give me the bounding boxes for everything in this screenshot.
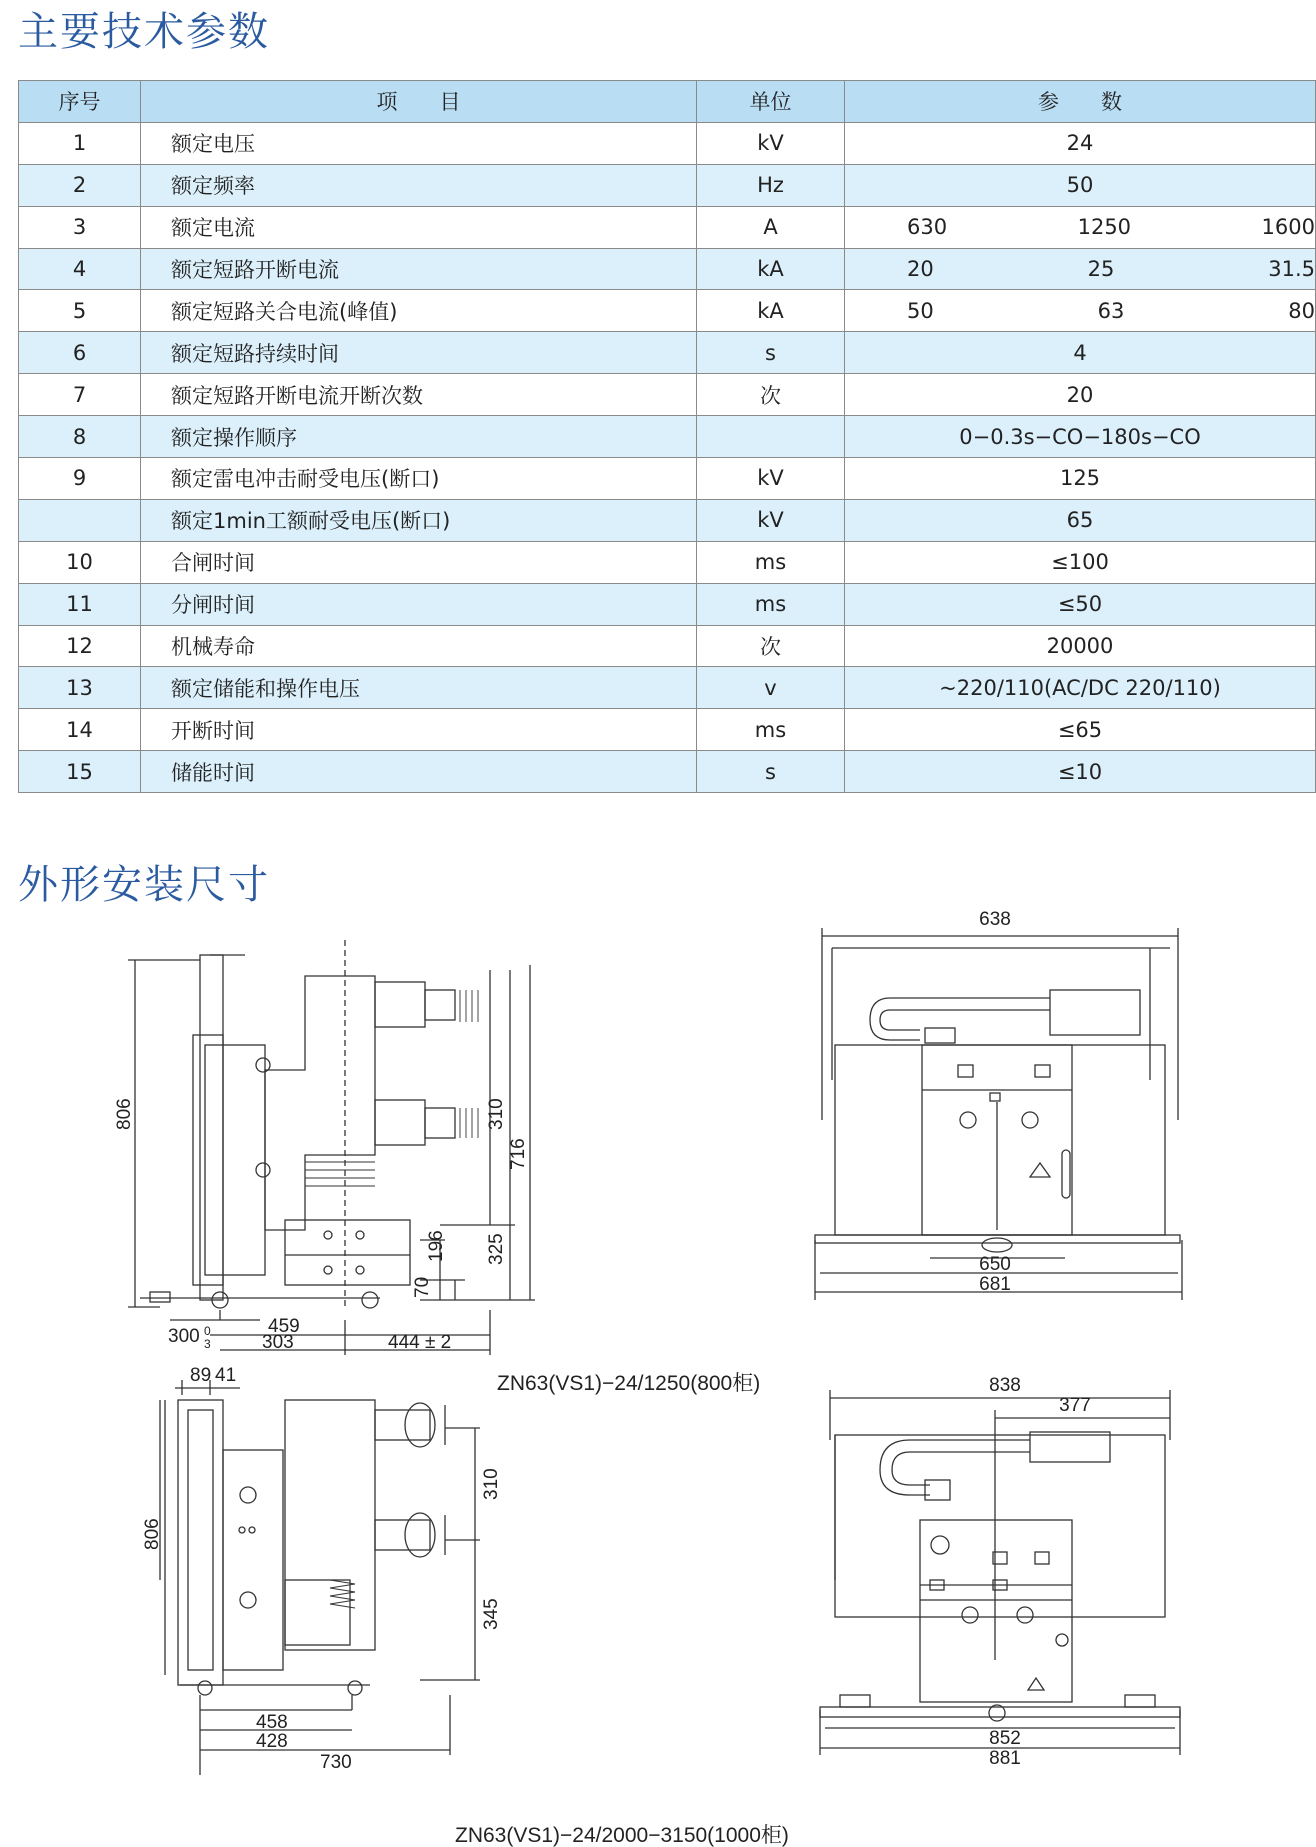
dim-303: 303 [262,1332,294,1353]
dimensions-heading: 外形安装尺寸 [18,862,270,908]
row-value-3: 80 [1288,298,1315,323]
header-value: 参 数 [845,81,1316,123]
dim-638: 638 [979,909,1011,930]
row-unit: kV [697,458,845,500]
dim-310-b: 310 [481,1468,502,1500]
row-value: 65 [845,499,1316,541]
row-item: 额定电流 [141,206,697,248]
dim-325: 325 [486,1233,507,1265]
dim-310-a: 310 [486,1098,507,1130]
row-no: 7 [19,374,141,416]
row-value-1: 50 [907,298,934,323]
dim-730: 730 [320,1752,352,1773]
dim-41: 41 [215,1365,237,1386]
row-item: 额定电压 [141,122,697,164]
dim-838: 838 [989,1375,1021,1396]
dim-716: 716 [508,1138,529,1170]
row-value-3: 31.5 [1268,257,1315,281]
row-value: ≤65 [845,709,1316,751]
table-row [19,458,1316,500]
table-row [19,416,1316,458]
table-row [19,164,1316,206]
row-item: 开断时间 [141,709,697,751]
table-row [19,122,1316,164]
row-value: ~220/110(AC/DC 220/110) [845,667,1316,709]
row-item: 额定短路关合电流(峰值) [141,290,697,332]
row-unit: ms [697,583,845,625]
row-no: 9 [19,458,141,500]
row-unit: ms [697,541,845,583]
dim-0: 0 [204,1324,211,1338]
dim-650: 650 [979,1254,1011,1275]
row-unit: s [697,751,845,793]
front-view-800 [815,928,1182,1300]
row-item: 额定短路开断电流 [141,248,697,290]
dim-444: 444 ± 2 [388,1332,452,1353]
side-view-1000 [160,1380,480,1775]
dim-345: 345 [481,1598,502,1630]
table-header-row [19,81,1316,123]
dim-459: 459 [268,1316,300,1337]
dim-806-b: 806 [142,1518,163,1550]
row-no: 2 [19,164,141,206]
row-unit: Hz [697,164,845,206]
row-no: 1 [19,122,141,164]
dim-377: 377 [1059,1395,1091,1416]
table-row [19,499,1316,541]
row-no: 6 [19,332,141,374]
row-no: 8 [19,416,141,458]
row-unit: kA [697,248,845,290]
row-value: ≤50 [845,583,1316,625]
row-unit: v [697,667,845,709]
table-row [19,625,1316,667]
row-value: 50 [845,164,1316,206]
row-item: 额定频率 [141,164,697,206]
row-unit: ms [697,709,845,751]
row-no: 12 [19,625,141,667]
dim-70: 70 [412,1276,433,1298]
spec-table [18,80,1316,793]
row-no: 3 [19,206,141,248]
row-value-2: 25 [1087,257,1115,281]
table-row [19,751,1316,793]
row-value: 125 [845,458,1316,500]
row-item: 额定1min工额耐受电压(断口) [141,499,697,541]
row-value-1: 630 [907,215,948,240]
row-value-3: 1600 [1261,215,1315,240]
dim-806-a: 806 [114,1098,135,1130]
side-view-800 [128,940,535,1355]
row-no: 13 [19,667,141,709]
header-no: 序号 [19,81,141,123]
row-no: 11 [19,583,141,625]
row-value: 20000 [845,625,1316,667]
row-value-1: 20 [907,257,934,281]
row-value: 0−0.3s−CO−180s−CO [845,416,1316,458]
row-no [19,499,141,541]
dim-681: 681 [979,1274,1011,1295]
dim-458: 458 [256,1712,288,1733]
row-item: 分闸时间 [141,583,697,625]
row-item: 机械寿命 [141,625,697,667]
dim-300: 300 [168,1326,200,1347]
row-value: 4 [845,332,1316,374]
table-row [19,374,1316,416]
table-row [19,583,1316,625]
table-row [19,541,1316,583]
row-unit: kA [697,290,845,332]
row-item: 额定储能和操作电压 [141,667,697,709]
row-unit: s [697,332,845,374]
front-view-1000 [820,1390,1180,1755]
row-item: 额定操作顺序 [141,416,697,458]
header-unit: 单位 [697,81,845,123]
row-value-2: 1250 [1077,215,1132,240]
row-unit [697,416,845,458]
row-no: 15 [19,751,141,793]
row-values [845,206,1316,248]
dim-196: 196 [426,1230,447,1262]
row-value: ≤10 [845,751,1316,793]
table-row [19,332,1316,374]
header-item: 项 目 [141,81,697,123]
caption-800: ZN63(VS1)−24/1250(800柜) [497,1372,761,1395]
table-row [19,709,1316,751]
table-row [19,667,1316,709]
row-value: ≤100 [845,541,1316,583]
row-unit: kV [697,122,845,164]
row-value: 20 [845,374,1316,416]
row-item: 合闸时间 [141,541,697,583]
row-item: 储能时间 [141,751,697,793]
row-no: 10 [19,541,141,583]
table-row [19,206,1316,248]
table-row [19,248,1316,290]
table-row [19,290,1316,332]
caption-1000: ZN63(VS1)−24/2000−3150(1000柜) [455,1824,789,1847]
row-no: 4 [19,248,141,290]
row-no: 14 [19,709,141,751]
dim-428: 428 [256,1731,288,1752]
installation-drawings [0,880,1316,1847]
dim-852: 852 [989,1728,1021,1749]
dim-3: 3 [204,1337,211,1351]
row-value-2: 63 [1097,298,1125,323]
row-item: 额定短路开断电流开断次数 [141,374,697,416]
row-item: 额定雷电冲击耐受电压(断口) [141,458,697,500]
specs-heading: 主要技术参数 [18,9,270,55]
row-unit: A [697,206,845,248]
row-unit: 次 [697,625,845,667]
row-no: 5 [19,290,141,332]
dim-89: 89 [190,1365,212,1386]
dim-881: 881 [989,1748,1021,1769]
row-item: 额定短路持续时间 [141,332,697,374]
row-values [845,290,1316,332]
row-values [845,248,1316,290]
row-unit: 次 [697,374,845,416]
row-unit: kV [697,499,845,541]
row-value: 24 [845,122,1316,164]
